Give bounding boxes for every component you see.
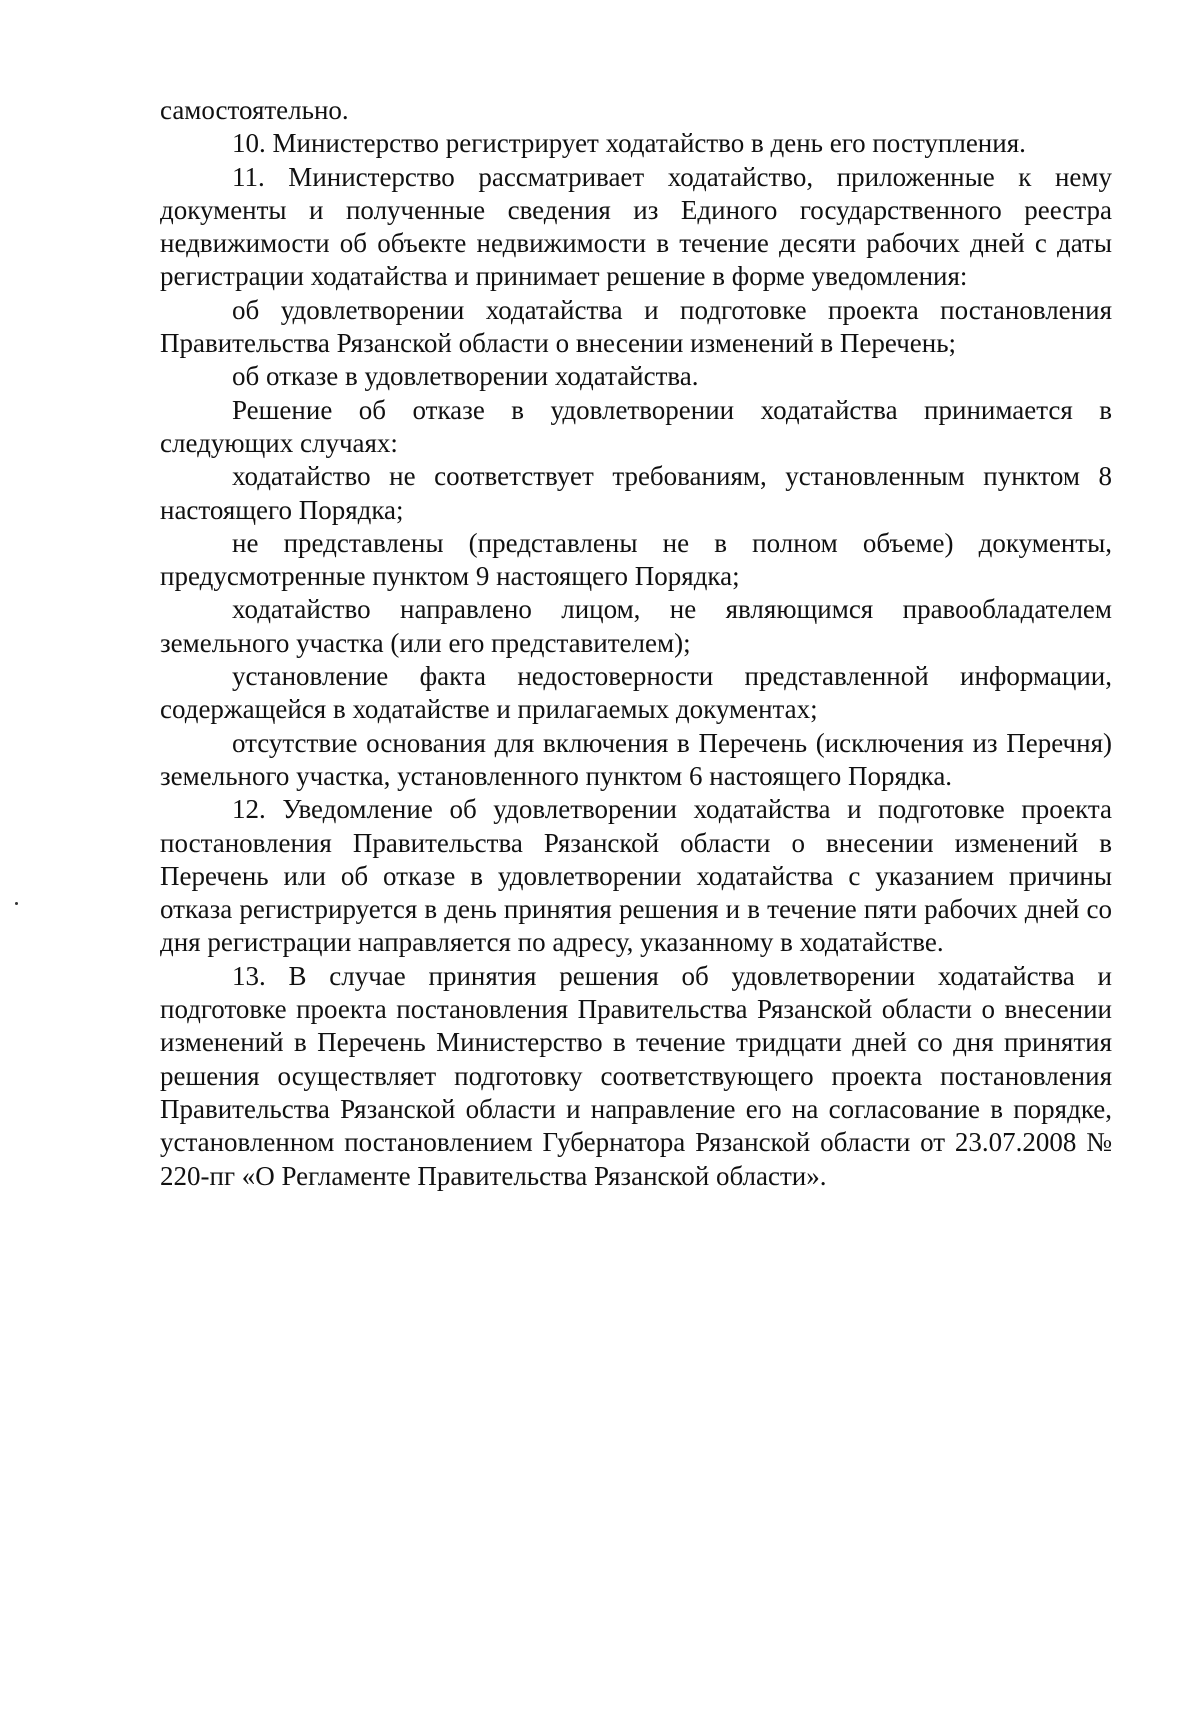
document-body [160,94,1112,1193]
paragraph-item-10: 10. Министерство регистрирует ходатайство в день его поступления. [232,128,1026,159]
refusal-case-5: отсутствие основания для включения в Перечень (исключения из Перечня) земельного участка, установленного пунктом 6 настоящего Порядка. [160,727,1112,791]
paragraph-item-11: 11. Министерство рассматривает ходатайство, приложенные к нему документы и полученные сведения из Единого государственного реестра недвижимости об объекте недвижимости в течение десяти рабочих дней с даты регистрации ходатайства и принимает решение в форме уведомления: [160,161,1112,292]
paragraph-item-13: 13. В случае принятия решения об удовлетворении ходатайства и подготовке проекта постановления Правительства Рязанской области о внесении изменений в Перечень Министерство в течение тридцати дней со дня принятия решения осуществляет подготовку соответствующего проекта постановления Правительства Рязанской области и направление его на согласование в порядке, установленном постановлением Губернатора Рязанской области от 23.07.2008 № 220-пг «О Регламенте Правительства Рязанской области». [160,960,1112,1191]
refusal-cases-intro: Решение об отказе в удовлетворении ходатайства принимается в следующих случаях: [160,394,1112,458]
paragraph-continuation: самостоятельно. [160,95,349,125]
refusal-case-3: ходатайство направлено лицом, не являющимся правообладателем земельного участка (или его представителем); [160,594,1112,658]
refusal-case-2: не представлены (представлены не в полном объеме) документы, предусмотренные пунктом 9 настоящего Порядка; [160,527,1112,592]
refusal-case-1: ходатайство не соответствует требованиям, установленным пунктом 8 настоящего Порядка; [160,461,1112,525]
paragraph-item-12: 12. Уведомление об удовлетворении ходатайства и подготовке проекта постановления Правительства Рязанской области о внесении изменений в Перечень или об отказе в удовлетворении ходатайства с указанием причины отказа регистрируется в день принятия решения и в течение пяти рабочих дней со дня регистрации направляется по адресу, указанному в ходатайстве. [160,794,1112,958]
scan-artifact-dot [15,902,18,905]
decision-option-refuse: об отказе в удовлетворении ходатайства. [232,361,699,392]
decision-option-approve: об удовлетворении ходатайства и подготовке проекта постановления Правительства Рязанской области о внесении изменений в Перечень; [160,294,1112,359]
refusal-case-4: установление факта недостоверности представленной информации, содержащейся в ходатайстве и прилагаемых документах; [160,661,1112,725]
